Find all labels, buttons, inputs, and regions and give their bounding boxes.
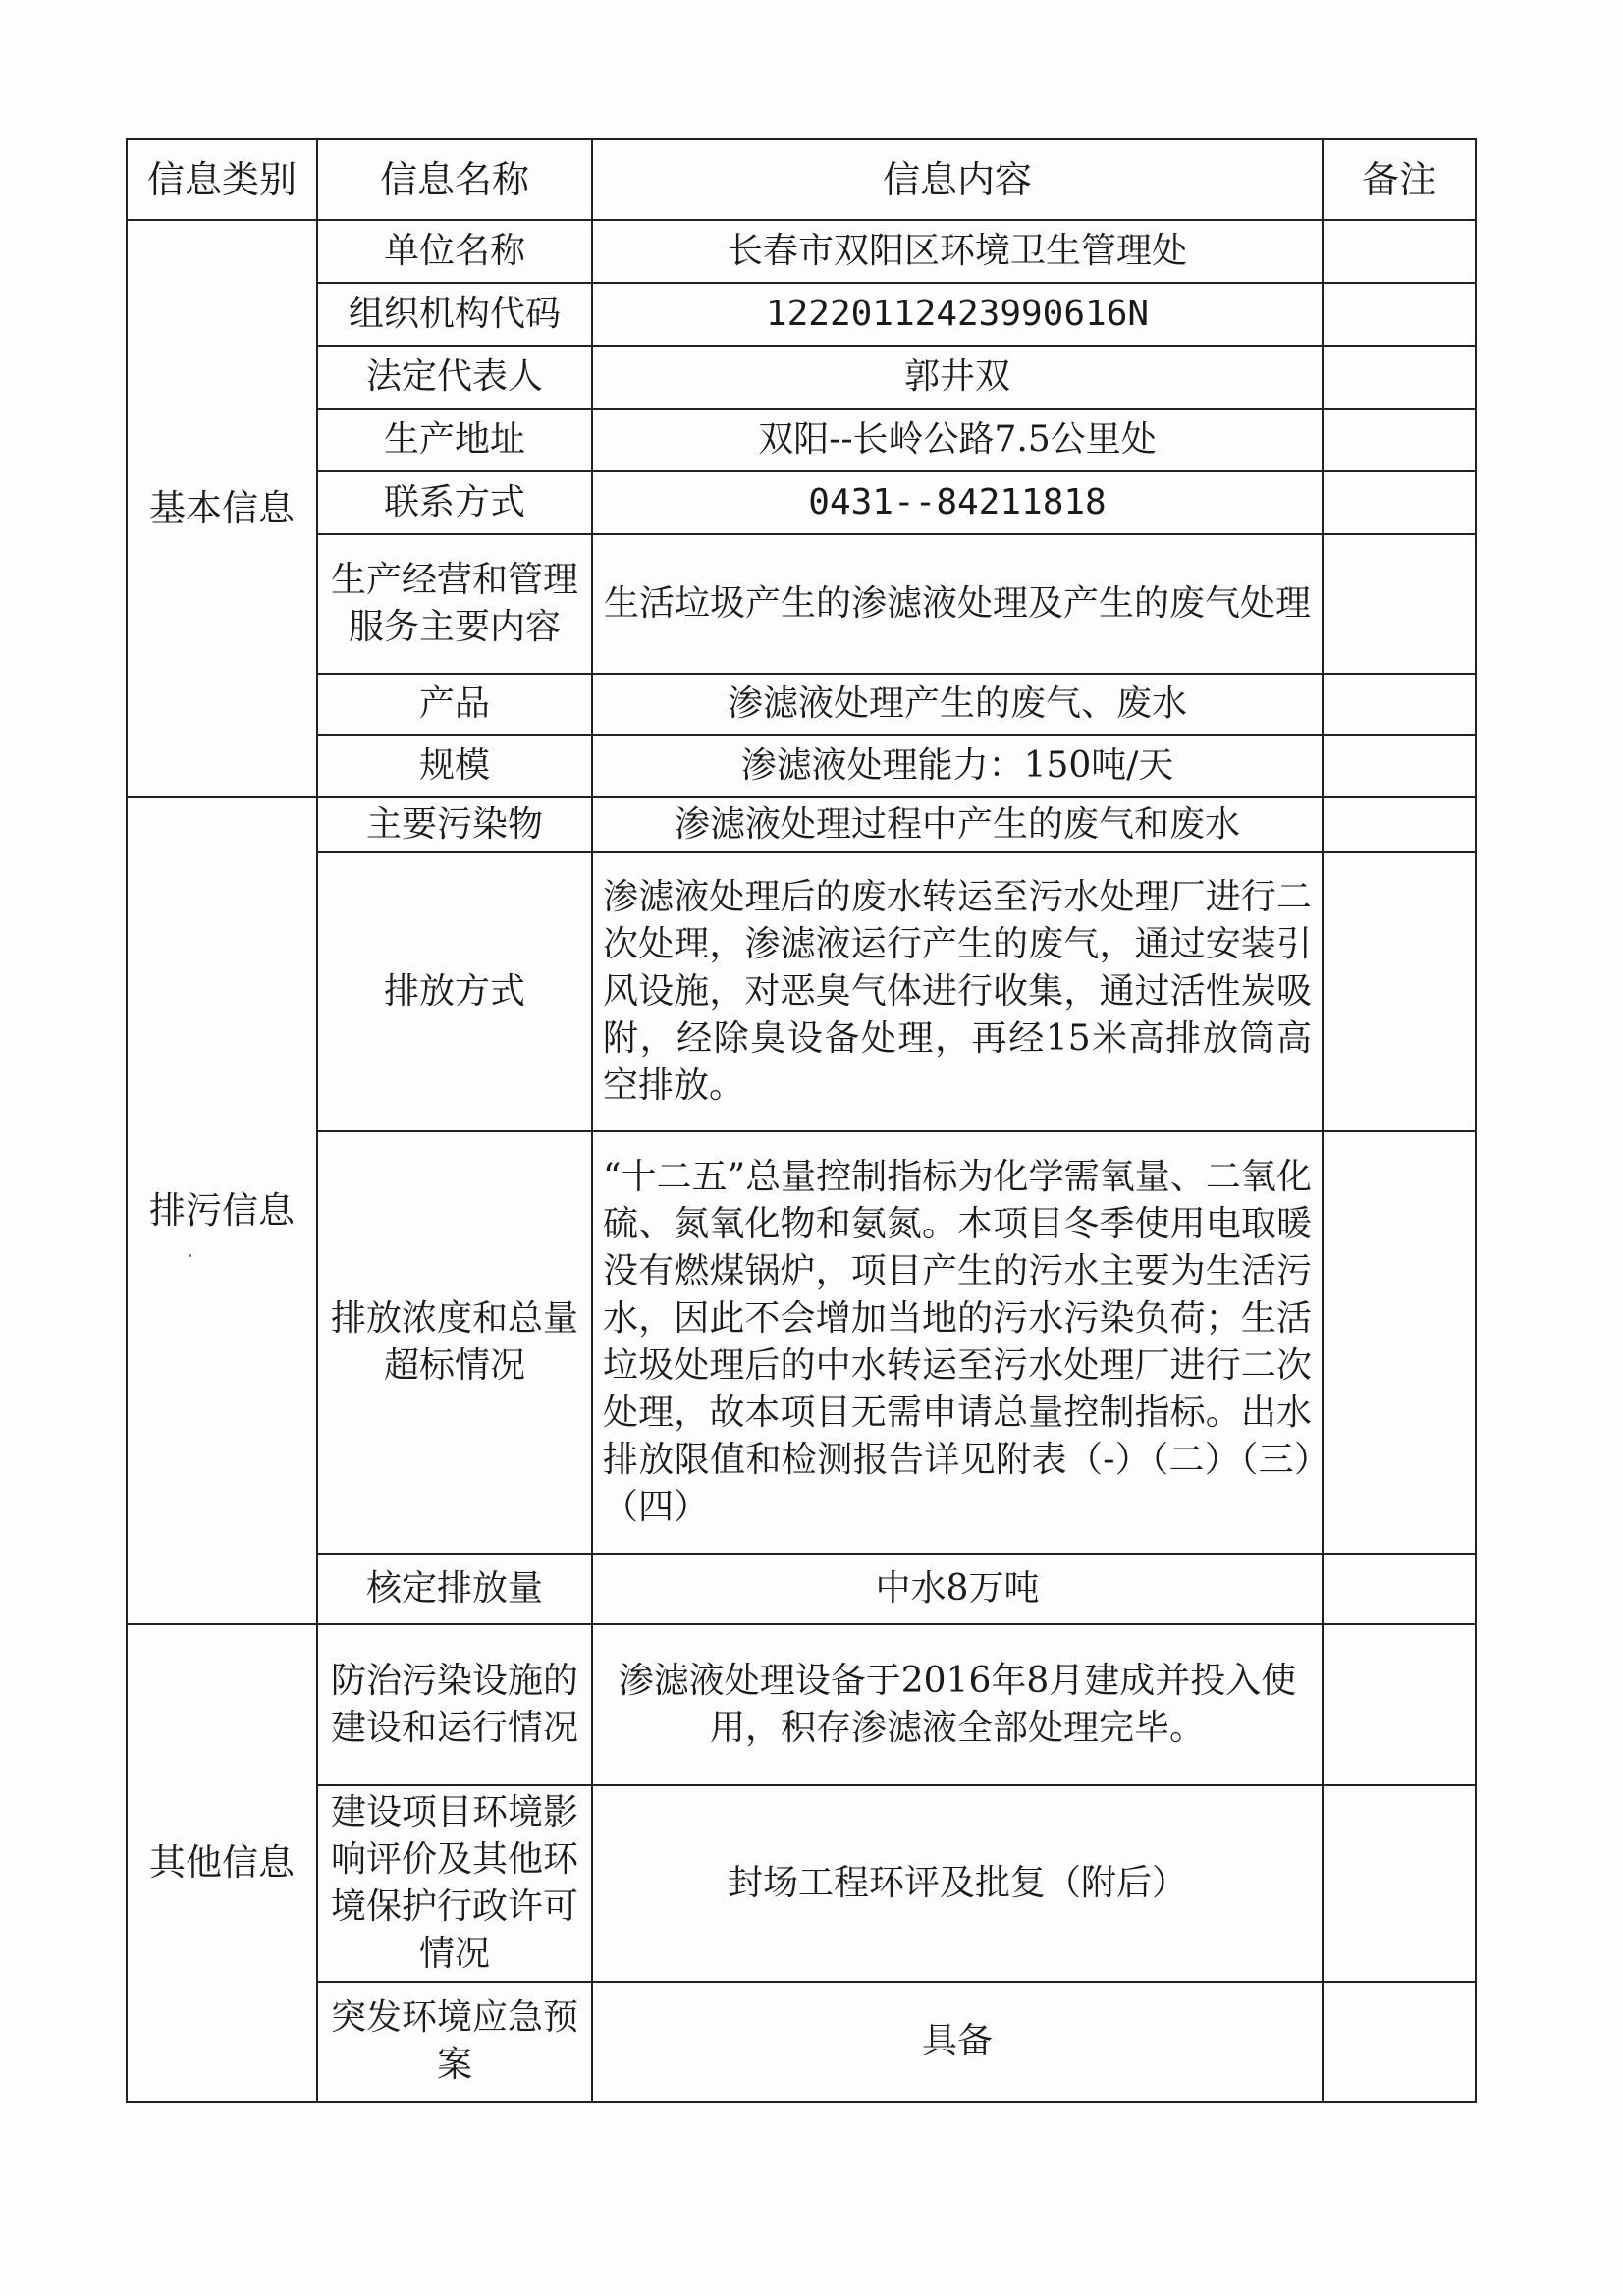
category-other-info: 其他信息 xyxy=(127,1624,317,2102)
table-row xyxy=(127,1982,1476,2102)
row-name: 组织机构代码 xyxy=(317,283,592,346)
row-name: 联系方式 xyxy=(317,471,592,534)
row-name: 核定排放量 xyxy=(317,1554,592,1624)
row-content: 双阳--长岭公路7.5公里处 xyxy=(592,409,1323,471)
table-row xyxy=(127,346,1476,409)
row-content: 郭井双 xyxy=(592,346,1323,409)
row-content: 具备 xyxy=(592,1982,1323,2102)
header-content: 信息内容 xyxy=(592,139,1323,220)
table-row xyxy=(127,220,1476,283)
header-remark: 备注 xyxy=(1323,139,1476,220)
row-name: 防治污染设施的建设和运行情况 xyxy=(317,1624,592,1785)
row-content: 生活垃圾产生的渗滤液处理及产生的废气处理 xyxy=(592,534,1323,674)
row-remark xyxy=(1323,735,1476,797)
row-content: 渗滤液处理后的废水转运至污水处理厂进行二次处理，渗滤液运行产生的废气，通过安装引风设施，对恶臭气体进行收集，通过活性炭吸附，经除臭设备处理，再经15米高排放筒高空排放。 xyxy=(592,852,1323,1131)
table-row xyxy=(127,674,1476,735)
table-row xyxy=(127,1624,1476,1785)
row-remark xyxy=(1323,797,1476,852)
row-name: 排放方式 xyxy=(317,852,592,1131)
row-name: 法定代表人 xyxy=(317,346,592,409)
table-row xyxy=(127,409,1476,471)
table-row xyxy=(127,852,1476,1131)
row-content: 渗滤液处理设备于2016年8月建成并投入使用，积存渗滤液全部处理完毕。 xyxy=(592,1624,1323,1785)
table-header-row xyxy=(127,139,1476,220)
table-row xyxy=(127,471,1476,534)
table-row xyxy=(127,735,1476,797)
row-name: 规模 xyxy=(317,735,592,797)
table-row xyxy=(127,283,1476,346)
row-name: 排放浓度和总量超标情况 xyxy=(317,1131,592,1554)
row-name: 产品 xyxy=(317,674,592,735)
row-remark xyxy=(1323,409,1476,471)
row-remark xyxy=(1323,283,1476,346)
row-name: 突发环境应急预案 xyxy=(317,1982,592,2102)
row-remark xyxy=(1323,1624,1476,1785)
table-row xyxy=(127,534,1476,674)
row-remark xyxy=(1323,1554,1476,1624)
row-name: 建设项目环境影响评价及其他环境保护行政许可情况 xyxy=(317,1785,592,1982)
info-disclosure-table xyxy=(126,138,1477,2103)
row-content: 0431--84211818 xyxy=(592,471,1323,534)
table-row xyxy=(127,797,1476,852)
category-pollution-info: 排污信息 xyxy=(127,797,317,1624)
row-content: 封场工程环评及批复（附后） xyxy=(592,1785,1323,1982)
row-name: 生产地址 xyxy=(317,409,592,471)
row-remark xyxy=(1323,852,1476,1131)
row-remark xyxy=(1323,1982,1476,2102)
table-row xyxy=(127,1785,1476,1982)
row-name: 主要污染物 xyxy=(317,797,592,852)
header-name: 信息名称 xyxy=(317,139,592,220)
header-category: 信息类别 xyxy=(127,139,317,220)
scan-speck xyxy=(189,1254,191,1257)
row-name: 生产经营和管理服务主要内容 xyxy=(317,534,592,674)
row-remark xyxy=(1323,1131,1476,1554)
row-content: 12220112423990616N xyxy=(592,283,1323,346)
row-remark xyxy=(1323,471,1476,534)
table-row xyxy=(127,1131,1476,1554)
row-content: 长春市双阳区环境卫生管理处 xyxy=(592,220,1323,283)
row-content: 渗滤液处理过程中产生的废气和废水 xyxy=(592,797,1323,852)
row-content: 中水8万吨 xyxy=(592,1554,1323,1624)
row-content: “十二五”总量控制指标为化学需氧量、二氧化硫、氮氧化物和氨氮。本项目冬季使用电取暖没有燃煤锅炉，项目产生的污水主要为生活污水，因此不会增加当地的污水污染负荷；生活垃圾处理后的中水转运至污水处理厂进行二次处理，故本项目无需申请总量控制指标。出水排放限值和检测报告详见附表（-）（二）（三）（四） xyxy=(592,1131,1323,1554)
category-basic-info: 基本信息 xyxy=(127,220,317,797)
row-remark xyxy=(1323,1785,1476,1982)
row-name: 单位名称 xyxy=(317,220,592,283)
row-remark xyxy=(1323,674,1476,735)
row-content: 渗滤液处理产生的废气、废水 xyxy=(592,674,1323,735)
row-content: 渗滤液处理能力：150吨/天 xyxy=(592,735,1323,797)
row-remark xyxy=(1323,346,1476,409)
row-remark xyxy=(1323,534,1476,674)
table-row xyxy=(127,1554,1476,1624)
row-remark xyxy=(1323,220,1476,283)
